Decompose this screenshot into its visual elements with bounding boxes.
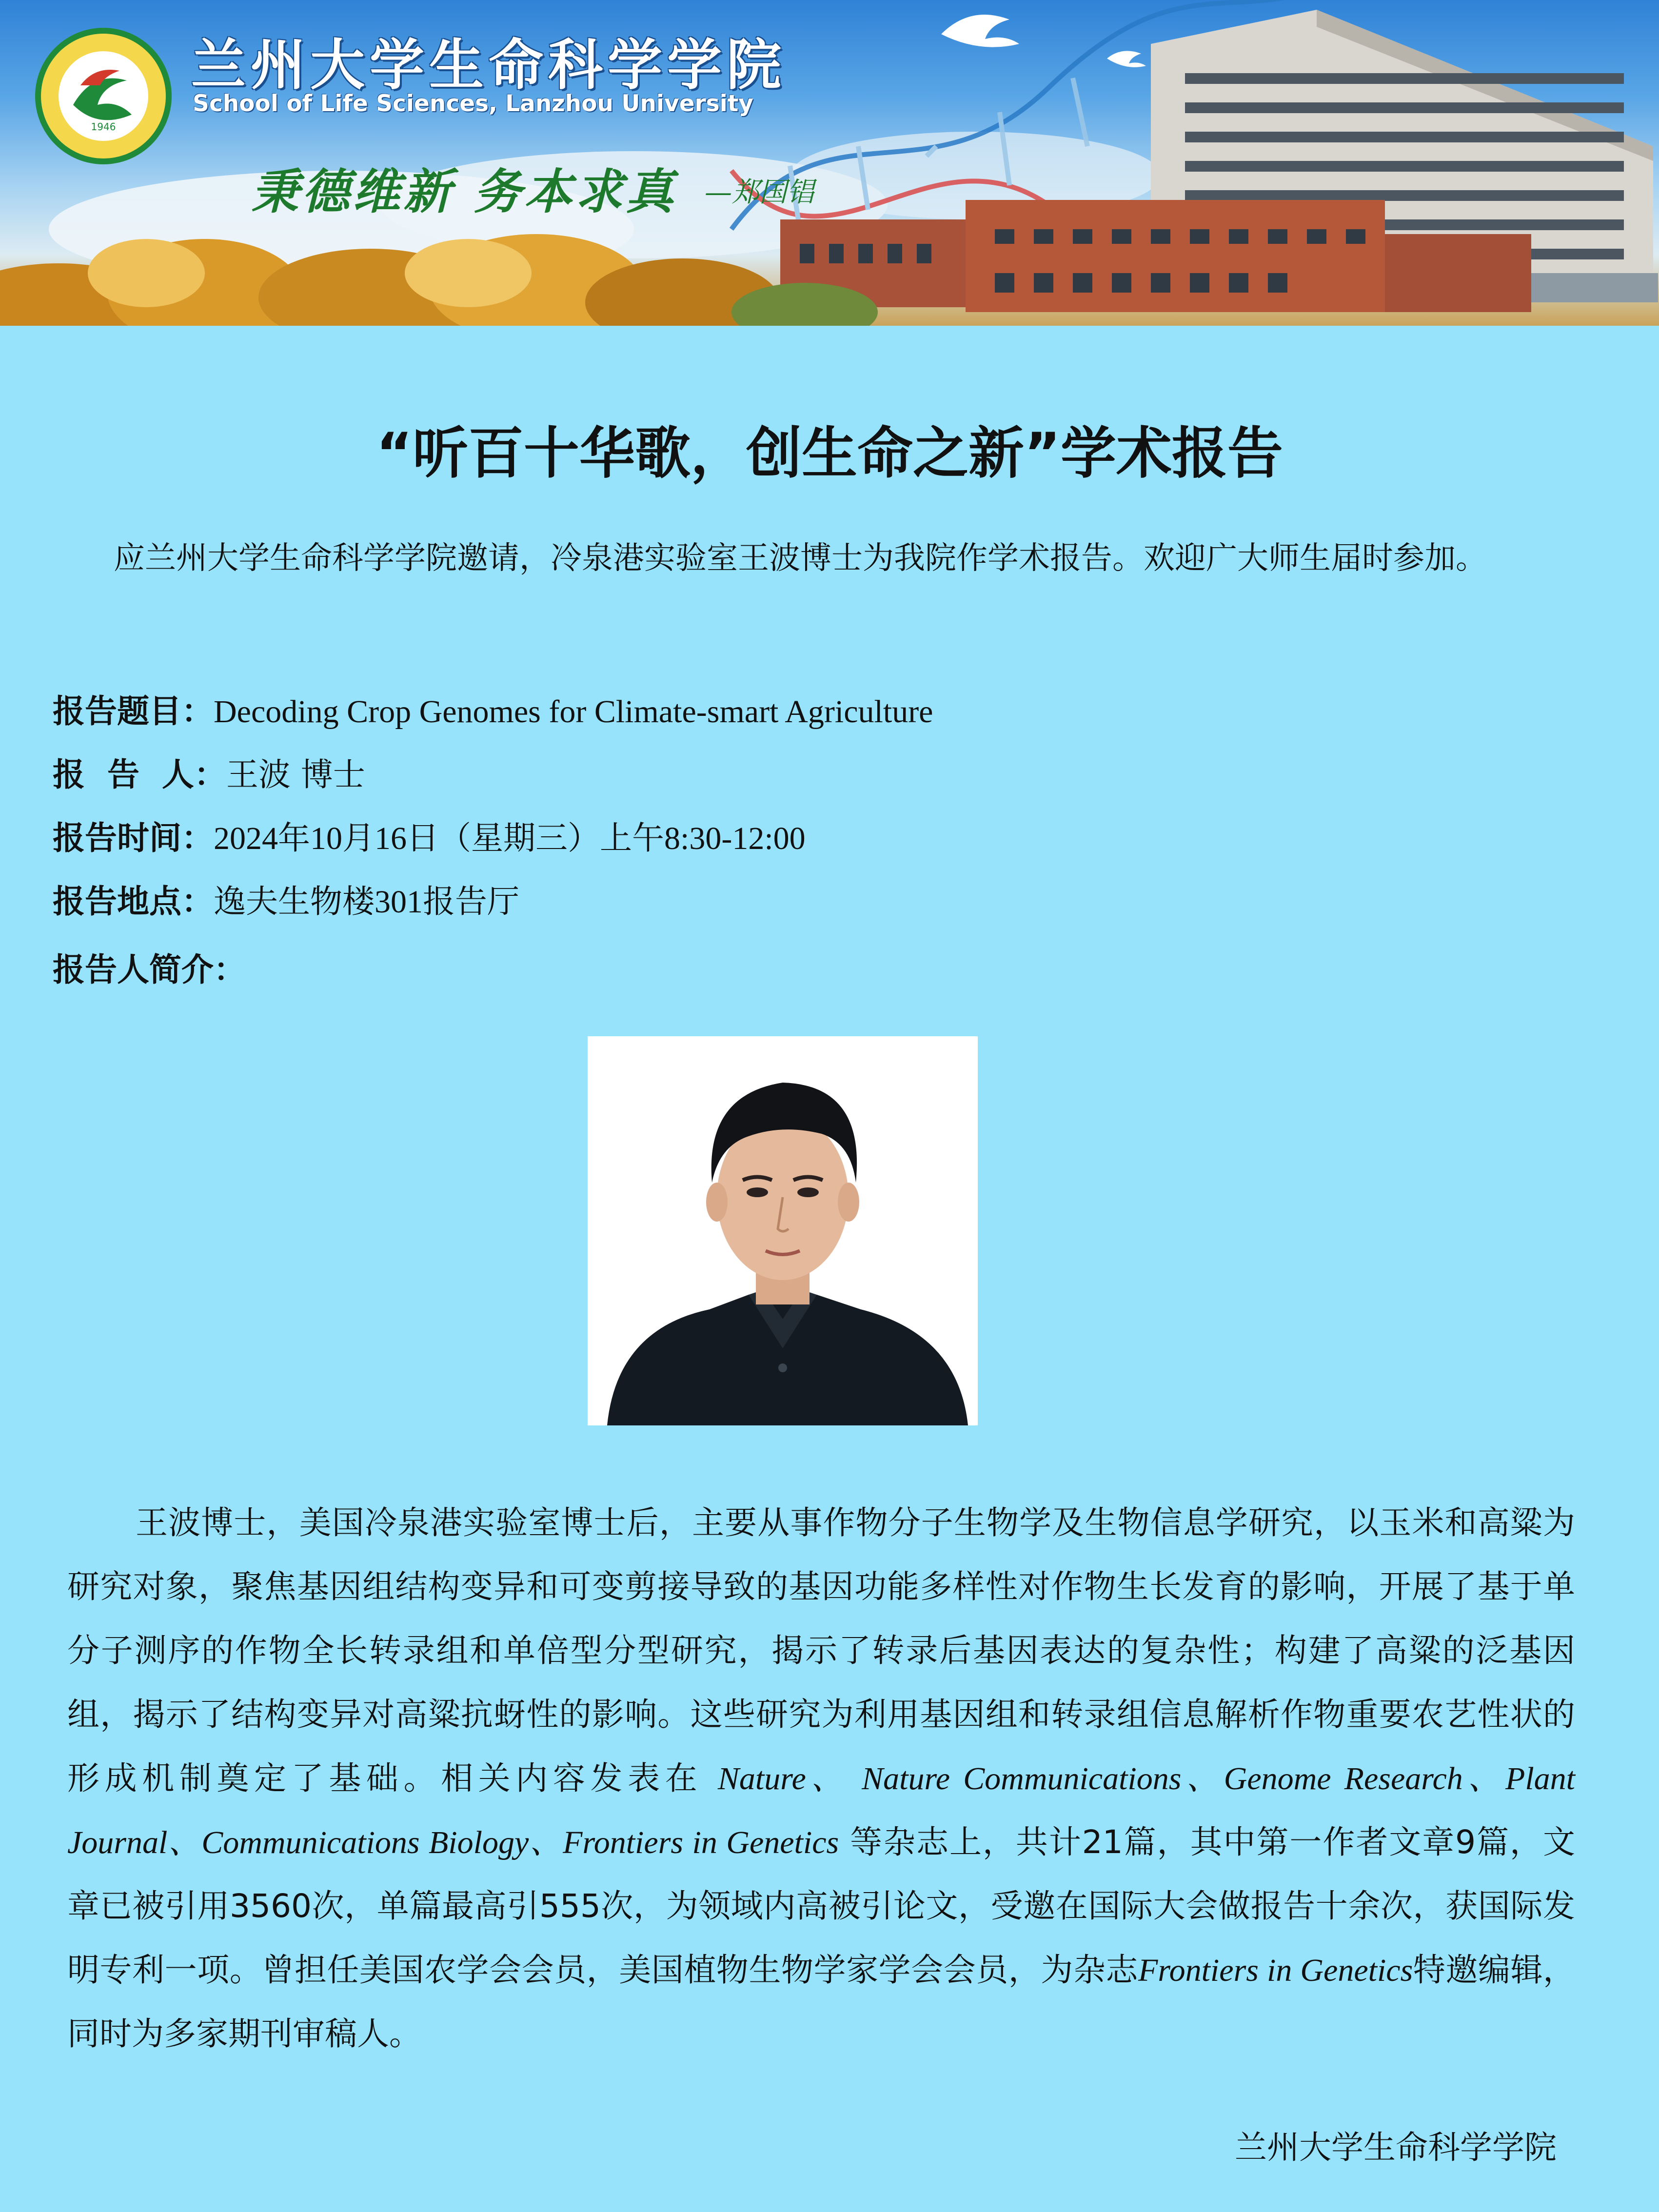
bio-journals: Nature、 Nature Communications、Genome Research、Plant Journal、Communications Biology、Frontiers in Genetics <box>67 1761 1575 1860</box>
bio-text-part3: 特邀编辑，同时为多家期刊审稿人。 <box>67 1951 1576 2053</box>
info-place-row <box>53 875 519 922</box>
signature: 兰州大学生命科学学院 <box>1235 2129 1557 2166</box>
info-speaker-row <box>53 749 365 795</box>
university-logo <box>34 27 173 166</box>
speaker-bio-paragraph <box>67 1491 1575 2066</box>
page-title: “听百十华歌，创生命之新”学术报告 <box>376 421 1283 486</box>
info-time-row <box>53 812 806 858</box>
speaker-photo <box>588 1036 978 1425</box>
bio-text-part2: 等杂志上，共计21篇，其中第一作者文章9篇，文章已被引用3560次，单篇最高引555次，为领域内高被引论文，受邀在国际大会做报告十余次，获国际发明专利一项。曾担任美国农学会会员，美国植物生物学家学会会员，为杂志 <box>67 1823 1575 1989</box>
topic-label: 报告题目： <box>53 692 214 730</box>
speaker-label: 报 告 人： <box>53 756 226 793</box>
bio-label: 报告人简介： <box>53 951 246 988</box>
place-label: 报告地点： <box>53 883 214 920</box>
school-name-en: School of Life Sciences, Lanzhou University <box>193 90 753 117</box>
school-motto: 秉德维新 务本求真 <box>251 164 677 220</box>
place-value: 逸夫生物楼301报告厅 <box>214 884 519 920</box>
info-topic-row <box>53 685 933 731</box>
dove-icon <box>941 15 1146 67</box>
time-value: 2024年10月16日（星期三）上午8:30-12:00 <box>214 821 806 856</box>
info-bio-label-row <box>53 944 246 990</box>
bio-text-part1: 王波博士，美国冷泉港实验室博士后，主要从事作物分子生物学及生物信息学研究，以玉米和高粱为研究对象，聚焦基因组结构变异和可变剪接导致的基因功能多样性对作物生长发育的影响，开展了基于单分子测序的作物全长转录组和单倍型分型研究，揭示了转录后基因表达的复杂性；构建了高粱的泛基因组，揭示了结构变异对高粱抗蚜性的影响。这些研究为利用基因组和转录组信息解析作物重要农艺性状的形成机制奠定了基础。相关内容发表在 <box>67 1504 1575 1797</box>
motto-author: —郑国锠 <box>705 177 814 208</box>
speaker-value: 王波 博士 <box>226 756 365 793</box>
school-name-cn: 兰州大学生命科学学院 <box>191 34 786 97</box>
svg-text:1946: 1946 <box>91 121 116 133</box>
topic-value: Decoding Crop Genomes for Climate-smart Agriculture <box>214 694 933 730</box>
time-label: 报告时间： <box>53 819 214 857</box>
intro-paragraph: 应兰州大学生命科学学院邀请，冷泉港实验室王波博士为我院作学术报告。欢迎广大师生届时参加。 <box>114 540 1487 576</box>
header-banner <box>0 0 1659 326</box>
bio-editor-journal: Frontiers in Genetics <box>1138 1953 1413 1988</box>
speaker-portrait-image <box>588 1036 978 1425</box>
